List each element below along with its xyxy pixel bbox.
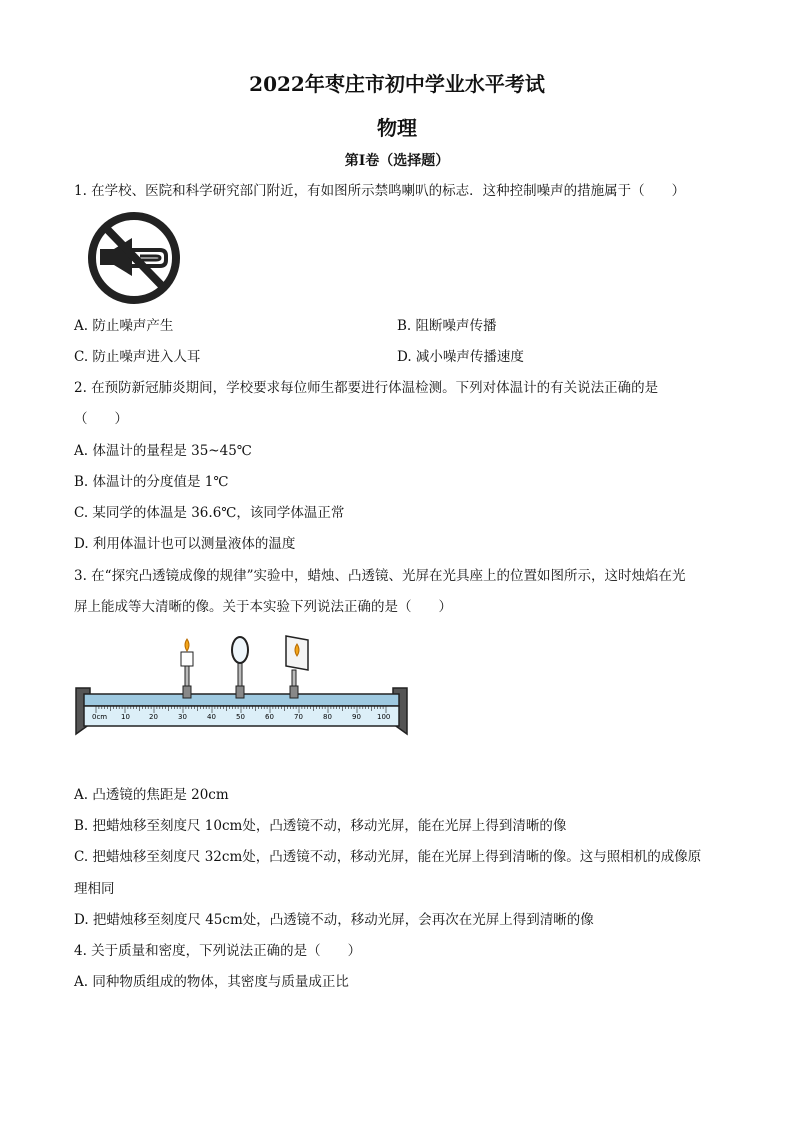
q1-option-c: C. 防止噪声进入人耳: [74, 349, 201, 365]
ruler-label: 90: [352, 713, 361, 721]
q4-stem: 4. 关于质量和密度，下列说法正确的是（ ）: [74, 943, 362, 959]
ruler-label: 0cm: [92, 713, 108, 721]
optical-bench-figure: [70, 630, 415, 742]
q1-stem: 1. 在学校、医院和科学研究部门附近，有如图所示禁鸣喇叭的标志．这种控制噪声的措施属于（ ）: [74, 183, 686, 199]
q4-option-a: A. 同种物质组成的物体，其密度与质量成正比: [74, 974, 349, 990]
ruler-label: 60: [265, 713, 274, 721]
q2-option-a: A. 体温计的量程是 35~45℃: [74, 443, 252, 459]
q1-option-d: D. 减小噪声传播速度: [397, 349, 524, 365]
exam-title: 2022年枣庄市初中学业水平考试: [249, 72, 545, 96]
q3-option-d: D. 把蜡烛移至刻度尺 45cm处，凸透镜不动，移动光屏，会再次在光屏上得到清晰的像: [74, 912, 594, 928]
convex-lens: [232, 637, 248, 698]
candle: [181, 639, 193, 698]
q3-option-c-line2: 理相同: [74, 881, 115, 897]
q3-option-b: B. 把蜡烛移至刻度尺 10cm处，凸透镜不动，移动光屏，能在光屏上得到清晰的像: [74, 818, 567, 834]
ruler-label: 70: [294, 713, 303, 721]
q3-stem-line2: 屏上能成等大清晰的像。关于本实验下列说法正确的是（ ）: [74, 599, 452, 615]
q2-stem-line2: （ ）: [74, 411, 128, 427]
subject-title: 物理: [377, 116, 417, 140]
q1-option-a: A. 防止噪声产生: [74, 318, 174, 334]
ruler-label: 50: [236, 713, 245, 721]
ruler-label: 100: [377, 713, 391, 721]
q1-option-b: B. 阻断噪声传播: [397, 318, 497, 334]
ruler-label: 40: [207, 713, 216, 721]
ruler-label: 80: [323, 713, 332, 721]
q2-option-d: D. 利用体温计也可以测量液体的温度: [74, 536, 296, 552]
ruler-label: 20: [149, 713, 158, 721]
q3-option-c-line1: C. 把蜡烛移至刻度尺 32cm处，凸透镜不动，移动光屏，能在光屏上得到清晰的像。这与照相机的成像原: [74, 849, 702, 865]
ruler-label: 30: [178, 713, 187, 721]
light-screen: [286, 636, 308, 698]
section-title: 第I卷（选择题）: [344, 153, 450, 169]
q2-option-b: B. 体温计的分度值是 1℃: [74, 474, 229, 490]
q3-option-a: A. 凸透镜的焦距是 20cm: [74, 787, 229, 803]
no-horn-sign-icon: [86, 210, 182, 306]
q3-stem-line1: 3. 在“探究凸透镜成像的规律”实验中，蜡烛、凸透镜、光屏在光具座上的位置如图所示，这时烛焰在光: [74, 568, 686, 584]
q2-option-c: C. 某同学的体温是 36.6℃，该同学体温正常: [74, 505, 345, 521]
ruler-label: 10: [121, 713, 130, 721]
q2-stem-line1: 2. 在预防新冠肺炎期间，学校要求每位师生都要进行体温检测。下列对体温计的有关说法正确的是: [74, 380, 659, 396]
